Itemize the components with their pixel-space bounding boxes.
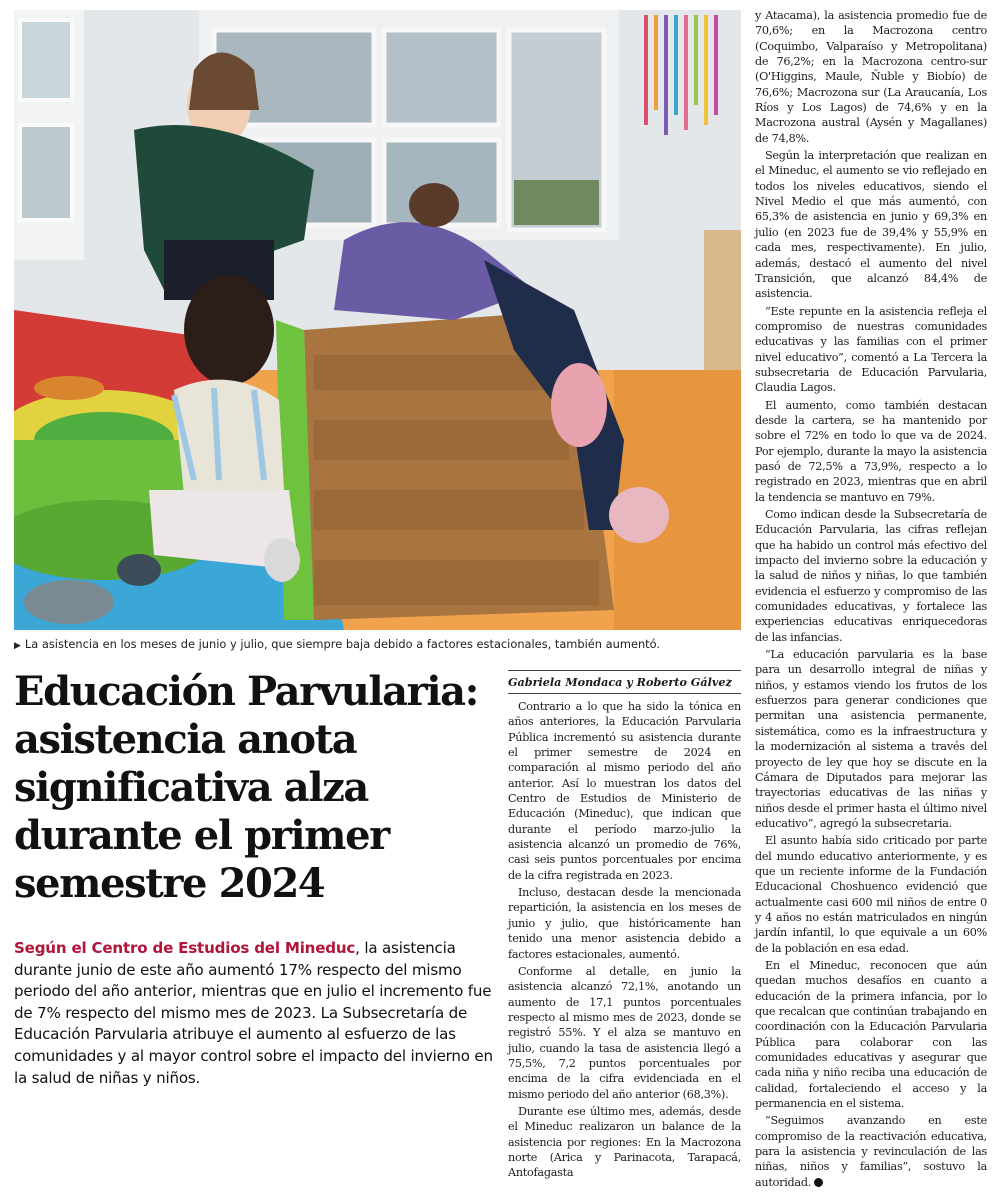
byline-rule-top [508,670,741,671]
photo-caption [14,636,741,654]
caption-text: La asistencia en los meses de junio y julio, que siempre baja debido a factores estacionales, también aumentó. [24,637,661,651]
headline [14,668,494,908]
body-paragraph: En el Mineduc, reconocen que aún quedan muchos desafíos en cuanto a educación de la primera infancia, por lo que recalcan que continúan trabajando en coordinación con la Educación Parvularia Pública para colaborar con las comunidades educativas y asegurar que cada niña y niño reciba una educación de calidad, fortaleciendo el acceso y la permanencia en el sistema. [755,958,987,1111]
headline-line-2: asistencia anota [14,716,357,763]
body-paragraph: El aumento, como también destacan desde la cartera, se ha mantenido por sobre el 72% en todo lo que va de 2024. Por ejemplo, durante la mayo la asistencia pasó de 72,5% a 73,9%, respecto a lo registrado en 2023, mientras que en abril la tendencia se mantuvo en 79%. [755,398,987,504]
body-paragraph: El asunto había sido criticado por parte del mundo educativo anteriormente, y es que un reciente informe de la Fundación Educacional Choshuenco evidenció que actualmente casi 600 mil niños de entre 0 y 4 años no están matriculados en ningún jardín infantil, lo que equivale a un 60% de la población en esa edad. [755,834,987,955]
body-column-middle [508,699,741,1183]
body-paragraph: Incluso, destacan desde la mencionada repartición, la asistencia en los meses de junio y julio, que históricamente han tenido una menor asistencia debido a factores estacionales, aumentó. [508,886,741,961]
article-photo [14,10,741,630]
lead-kicker: Según el Centro de Estudios del Mineduc [14,939,356,957]
headline-line-1: Educación Parvularia: [14,668,479,715]
byline: Gabriela Mondaca y Roberto Gálvez [508,675,732,689]
lead-paragraph [14,938,494,1089]
caption-arrow-icon: ▶ [14,641,21,651]
body-paragraph: “La educación parvularia es la base para un desarrollo integral de niñas y niños, y estamos viendo los frutos de los esfuerzos para generar condiciones que permitan una asistencia permanente, sistemática, como es la infraestructura y la modernización al sistema a través del proyecto de ley que hoy se discute en la Cámara de Diputados para mejorar las trayectorias educativas de las niñas y niños desde el primer hasta el último nivel educativo”, agregó la subsecretaria. [755,648,987,830]
body-paragraph-last [755,1113,987,1190]
body-column-right [755,8,987,1192]
body-paragraph: “Este repunte en la asistencia refleja el compromiso de nuestras comunidades educativas y las familias con el primer nivel educativo”, comentó a La Tercera la subsecretaria de Educación Parvularia, Claudia Lagos. [755,304,987,395]
body-paragraph: Según la interpretación que realizan en el Mineduc, el aumento se vio reflejado en todos los niveles educativos, siendo el Nivel Medio el que más aumentó, con 65,3% de asistencia en junio y 69,3% en julio (en 2023 fue de 39,4% y 55,9% en cada mes, respectivamente). En julio, además, destacó el aumento del nivel Transición, que alcanzó 84,4% de asistencia. [755,149,987,301]
closing-text: “Seguimos avanzando en este compromiso de la reactivación educativa, para la asistencia y revinculación de las niñas, niños y familias”, sostuvo la autoridad. [755,1114,987,1189]
headline-line-3: significativa alza [14,764,368,811]
body-paragraph: Como indican desde la Subsecretaría de Educación Parvularia, las cifras reflejan que ha habido un control más efectivo del impacto del invierno sobre la educación y la salud de niños y niñas, lo que también evidencia el esfuerzo y compromiso de las comunidades educativas, y fortalece las experiencias educativas enriquecedoras de las infancias. [755,508,987,644]
body-paragraph: Contrario a lo que ha sido la tónica en años anteriores, la Educación Parvularia Pública incrementó su asistencia durante el primer semestre de 2024 en comparación al mismo periodo del año anterior. Así lo muestran los datos del Centro de Estudios de Ministerio de Educación (Mineduc), que indican que durante el período marzo-julio la asistencia alcanzó un promedio de 76%, casi seis puntos porcentuales por encima de la cifra registrada en 2023. [508,700,741,882]
byline-rule-bottom [508,693,741,694]
body-paragraph: y Atacama), la asistencia promedio fue de 70,6%; en la Macrozona centro (Coquimbo, Valparaíso y Metropolitana) de 76,2%; en la Macrozona centro-sur (O'Higgins, Maule, Ñuble y Biobío) de 76,6%; Macrozona sur (La Araucanía, Los Ríos y Los Lagos) de 74,6% y en la Macrozona austral (Aysén y Magallanes) de 74,8%. [755,9,987,145]
body-paragraph: Conforme al detalle, en junio la asistencia alcanzó 72,1%, anotando un aumento de 17,1 puntos porcentuales respecto al mismo mes de 2023, donde se registró 55%. Y el alza se mantuvo en julio, cuando la tasa de asistencia llegó a 75,5%, 7,2 puntos porcentuales por encima de la cifra evidenciada en el mismo periodo del año anterior (68,3%). [508,964,741,1101]
lead-text: , la asistencia durante junio de este año aumentó 17% respecto del mismo periodo del año anterior, mientras que en julio el incremento fue de 7% respecto del mismo mes de 2023. La Subsecretaría de Educación Parvularia atribuye el aumento al esfuerzo de las comunidades y al mayor control sobre el impacto del invierno en la salud de niñas y niños. [14,939,493,1087]
body-paragraph: Durante ese último mes, además, desde el Mineduc realizaron un balance de la asistencia por regiones: En la Macrozona norte (Arica y Parinacota, Tarapacá, Antofagasta [508,1104,741,1180]
headline-line-5: semestre 2024 [14,860,325,907]
classroom-photo-icon [14,10,741,630]
headline-line-4: durante el primer [14,812,389,859]
end-mark-icon [814,1178,823,1187]
